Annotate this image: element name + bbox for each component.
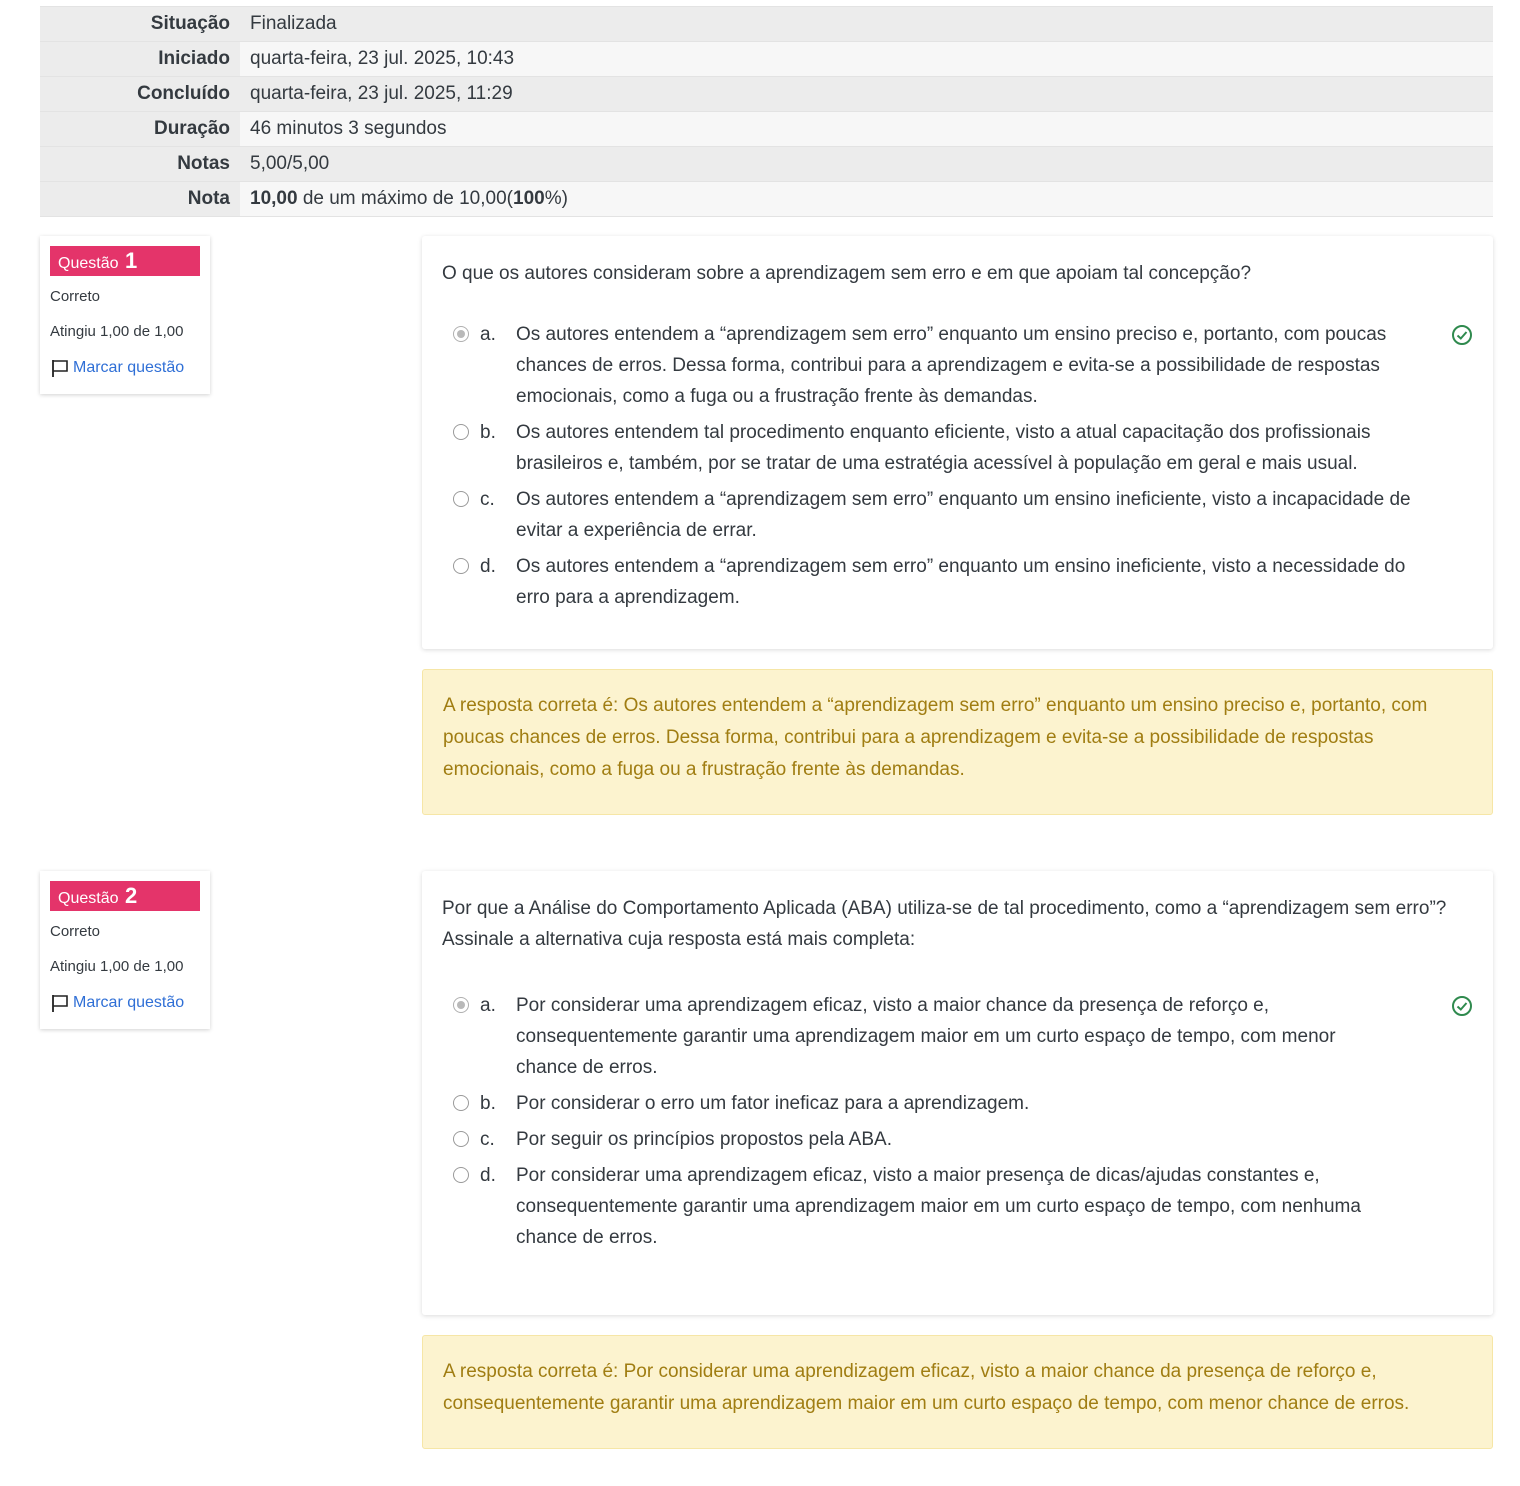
radio-button[interactable] [453,491,469,507]
radio-button[interactable] [453,1095,469,1111]
flag-question-link[interactable] [50,358,200,378]
question-1-content [422,236,1493,649]
check-circle-icon [1451,995,1473,1027]
summary-label: Duração [40,112,240,146]
answer-option-b[interactable] [442,417,1473,479]
answer-option-d[interactable] [442,1160,1473,1253]
answer-text: Por seguir os princípios propostos pela ABA. [516,1129,892,1150]
radio-button[interactable] [453,1131,469,1147]
summary-label: Iniciado [40,42,240,76]
grade-mid: de um máximo de 10,00( [297,188,513,209]
radio-button-selected[interactable] [453,997,469,1013]
question-number-badge [50,881,200,911]
flag-icon [50,358,70,378]
answer-text: Os autores entendem a “aprendizagem sem erro” enquanto um ensino ineficiente, visto a incapacidade de evitar a experiência de errar. [516,489,1411,541]
flag-question-label: Marcar questão [73,994,185,1011]
question-2-content [422,871,1493,1315]
summary-row-duracao [40,112,1493,147]
answer-text: Por considerar uma aprendizagem eficaz, visto a maior chance da presença de reforço e, consequentemente garantir uma aprendizagem maior em um curto espaço de tempo, com menor chance de erros. [516,995,1336,1078]
flag-icon [50,993,70,1013]
summary-value: 5,00/5,00 [240,147,1493,181]
answer-letter: b. [480,1093,496,1114]
answer-text: Por considerar o erro um fator ineficaz para a aprendizagem. [516,1093,1030,1114]
question-instruction: Assinale a alternativa cuja resposta está mais completa: [442,929,916,950]
summary-label: Notas [40,147,240,181]
grade-end: %) [544,188,568,209]
radio-button-selected[interactable] [453,326,469,342]
question-grade: Atingiu 1,00 de 1,00 [50,958,184,975]
radio-button[interactable] [453,1167,469,1183]
flag-question-label: Marcar questão [73,359,185,376]
question-1-info [40,236,210,394]
summary-row-iniciado [40,42,1493,77]
summary-value: quarta-feira, 23 jul. 2025, 10:43 [240,42,1493,76]
question-label: Questão [58,255,119,272]
answer-text: Os autores entendem a “aprendizagem sem erro” enquanto um ensino ineficiente, visto a necessidade do erro para a aprendizagem. [516,556,1406,608]
grade-percent: 100 [513,188,545,209]
answer-letter: a. [480,995,496,1016]
answer-option-a[interactable] [442,319,1473,412]
summary-value: 46 minutos 3 segundos [240,112,1493,146]
answer-letter: d. [480,556,496,577]
answer-text: Os autores entendem a “aprendizagem sem erro” enquanto um ensino preciso e, portanto, com poucas chances de erros. Dessa forma, contribui para a aprendizagem e evita-se a possibilidade de respostas emocionais, como a fuga ou a frustração frente às demandas. [516,324,1387,407]
flag-question-link[interactable] [50,993,200,1013]
answer-letter: d. [480,1165,496,1186]
answer-text: Os autores entendem tal procedimento enquanto eficiente, visto a atual capacitação dos profissionais brasileiros e, também, por se tratar de uma estratégia acessível à população em geral e mais usual. [516,422,1371,474]
summary-row-concluido [40,77,1493,112]
answer-list [442,319,1473,613]
question-label: Questão [58,890,119,907]
question-1-feedback: A resposta correta é: Os autores entendem a “aprendizagem sem erro” enquanto um ensino preciso e, portanto, com poucas chances de erros. Dessa forma, contribui para a aprendizagem e evita-se a possibilidade de respostas emocionais, como a fuga ou a frustração frente às demandas. [422,669,1493,815]
answer-letter: c. [480,1129,495,1150]
answer-option-d[interactable] [442,551,1473,613]
answer-option-c[interactable] [442,484,1473,546]
question-text: Por que a Análise do Comportamento Aplicada (ABA) utiliza-se de tal procedimento, como a “aprendizagem sem erro”? [442,898,1447,919]
question-2-feedback: A resposta correta é: Por considerar uma aprendizagem eficaz, visto a maior chance da presença de reforço e, consequentemente garantir uma aprendizagem maior em um curto espaço de tempo, com menor chance de erros. [422,1335,1493,1449]
answer-option-a[interactable] [442,990,1473,1083]
summary-value: quarta-feira, 23 jul. 2025, 11:29 [240,77,1493,111]
summary-grade-value [240,182,1493,216]
summary-row-situacao [40,7,1493,42]
answer-letter: a. [480,324,496,345]
summary-value: Finalizada [240,7,1493,41]
summary-label: Concluído [40,77,240,111]
question-text: O que os autores consideram sobre a aprendizagem sem erro e em que apoiam tal concepção? [442,263,1252,284]
answer-letter: c. [480,489,495,510]
radio-button[interactable] [453,424,469,440]
radio-button[interactable] [453,558,469,574]
answer-text: Por considerar uma aprendizagem eficaz, visto a maior presença de dicas/ajudas constantes e, consequentemente garantir uma aprendizagem maior em um curto espaço de tempo, com nenhuma chance de erros. [516,1165,1361,1248]
question-2-info [40,871,210,1029]
summary-label: Nota [40,182,240,216]
question-grade: Atingiu 1,00 de 1,00 [50,323,184,340]
check-circle-icon [1451,324,1473,356]
summary-row-nota [40,182,1493,217]
attempt-summary-table [40,6,1493,217]
summary-row-notas [40,147,1493,182]
summary-label: Situação [40,7,240,41]
question-number: 1 [124,248,138,273]
answer-option-b[interactable] [442,1088,1473,1119]
question-number: 2 [124,883,138,908]
answer-option-c[interactable] [442,1124,1473,1155]
question-number-badge [50,246,200,276]
question-state: Correto [50,288,101,305]
grade-score: 10,00 [250,188,298,209]
answer-letter: b. [480,422,496,443]
answer-list [442,990,1473,1253]
question-state: Correto [50,923,101,940]
